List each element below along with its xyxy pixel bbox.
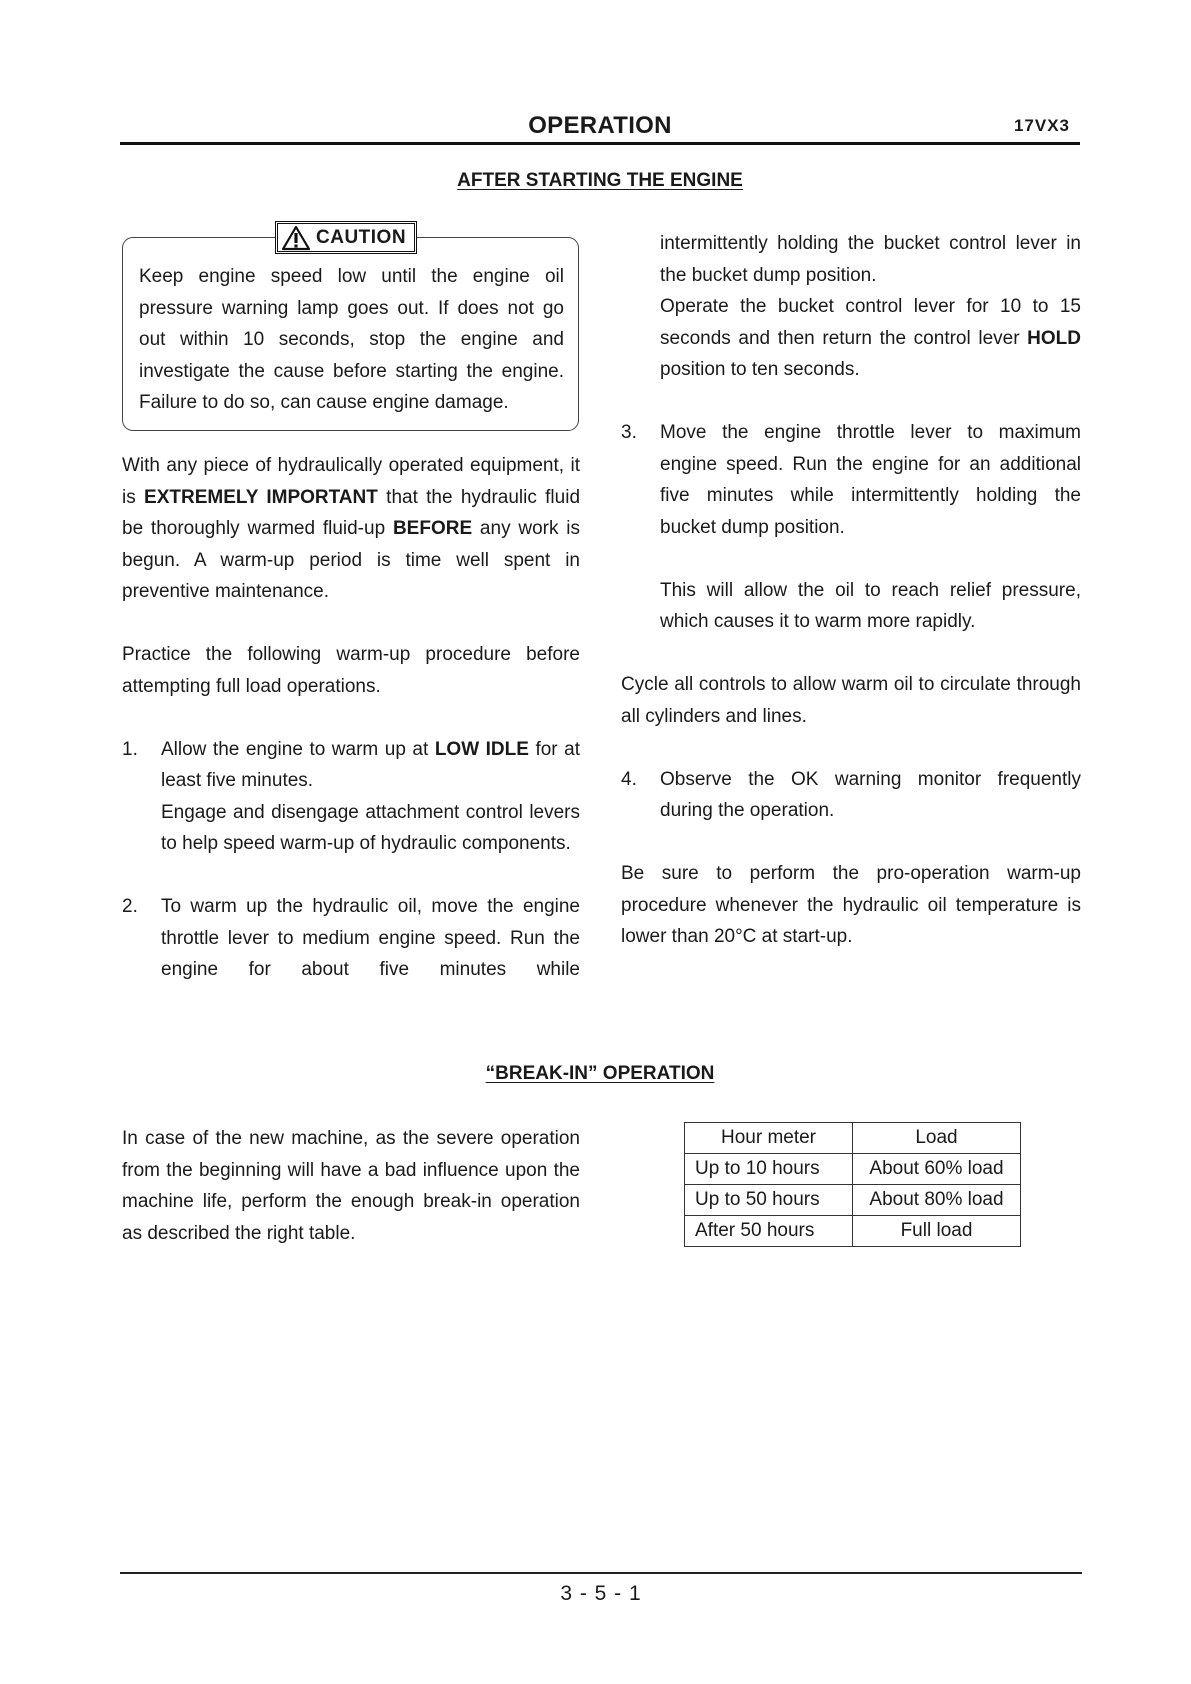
caution-badge — [275, 221, 417, 254]
step-2 — [122, 891, 580, 986]
step-number: 3. — [621, 422, 637, 443]
table-cell: Full load — [853, 1216, 1021, 1247]
step-number: 4. — [621, 768, 637, 790]
break-in-description: In case of the new machine, as the severe operation from the beginning will have a bad influence upon the machine life, perform the enough break-in operation as described the right table. — [122, 1128, 580, 1244]
table-header-cell: Load — [853, 1123, 1021, 1154]
table-cell: Up to 10 hours — [685, 1154, 853, 1185]
break-in-table — [684, 1122, 1021, 1247]
paragraph-hydraulic-warmup: With any piece of hydraulically operated equipment, it is EXTREMELY IMPORTANT that the hydraulic fluid be thoroughly warmed fluid-up BEFORE any work is begun. A warm-up period is time well spent in preventive maintenance. — [122, 455, 581, 602]
left-column — [122, 450, 580, 986]
step-number: 2. — [122, 896, 138, 917]
step-1-text: Allow the engine to warm up at LOW IDLE for at least five minutes. — [161, 738, 581, 791]
footer-divider — [120, 1572, 1082, 1574]
break-in-text-block — [122, 1123, 580, 1249]
table-row — [685, 1154, 1021, 1185]
step-1-detail: Engage and disengage attachment control levers to help speed warm-up of hydraulic components. — [161, 801, 580, 854]
step-number: 1. — [122, 738, 138, 760]
page-title: OPERATION — [528, 112, 672, 139]
step-3-text: Move the engine throttle lever to maximum engine speed. Run the engine for an additional five minutes while intermittently holding the bucket dump position. — [660, 422, 1081, 538]
step-2-continued-text: intermittently holding the bucket control lever in the bucket dump position. — [660, 233, 1081, 286]
page-number: 3 - 5 - 1 — [560, 1582, 642, 1605]
step-4 — [621, 764, 1081, 827]
table-header-cell: Hour meter — [685, 1123, 853, 1154]
paragraph-cycle-controls: Cycle all controls to allow warm oil to circulate through all cylinders and lines. — [621, 674, 1081, 727]
step-1 — [122, 734, 580, 860]
step-2-detail: Operate the bucket control lever for 10 to 15 seconds and then return the control lever HOLD position to ten seconds. — [660, 296, 1081, 380]
step-3-note: This will allow the oil to reach relief pressure, which causes it to warm more rapidly. — [660, 579, 1081, 632]
step-3 — [621, 417, 1081, 638]
right-column — [621, 228, 1081, 953]
table-cell: After 50 hours — [685, 1216, 853, 1247]
step-4-text: Observe the OK warning monitor frequently during the operation. — [660, 768, 1081, 821]
table-row — [685, 1185, 1021, 1216]
step-2-continued — [621, 228, 1081, 386]
table-cell: Up to 50 hours — [685, 1185, 853, 1216]
caution-text — [139, 261, 564, 419]
caution-label: CAUTION — [316, 226, 407, 248]
table-cell: About 80% load — [853, 1185, 1021, 1216]
paragraph-pro-operation: Be sure to perform the pro-operation warm-up procedure whenever the hydraulic oil temperature is lower than 20°C at start-up. — [621, 863, 1081, 947]
model-code: 17VX3 — [1013, 116, 1070, 135]
table-cell: About 60% load — [853, 1154, 1021, 1185]
paragraph-practice: Practice the following warm-up procedure before attempting full load operations. — [122, 644, 580, 697]
table-row — [685, 1216, 1021, 1247]
step-2-text: To warm up the hydraulic oil, move the engine throttle lever to medium engine speed. Run the engine for about five minutes while — [161, 896, 580, 980]
table-header-row — [685, 1123, 1021, 1154]
page-header — [120, 108, 1080, 145]
warning-triangle-icon — [282, 225, 310, 251]
caution-message: Keep engine speed low until the engine oil pressure warning lamp goes out. If does not go out within 10 seconds, stop the engine and investigate the cause before starting the engine. Failure to do so, can cause engine damage. — [139, 266, 564, 413]
section-title-after-starting: AFTER STARTING THE ENGINE — [457, 170, 743, 191]
section-title-break-in: “BREAK-IN” OPERATION — [485, 1063, 715, 1084]
